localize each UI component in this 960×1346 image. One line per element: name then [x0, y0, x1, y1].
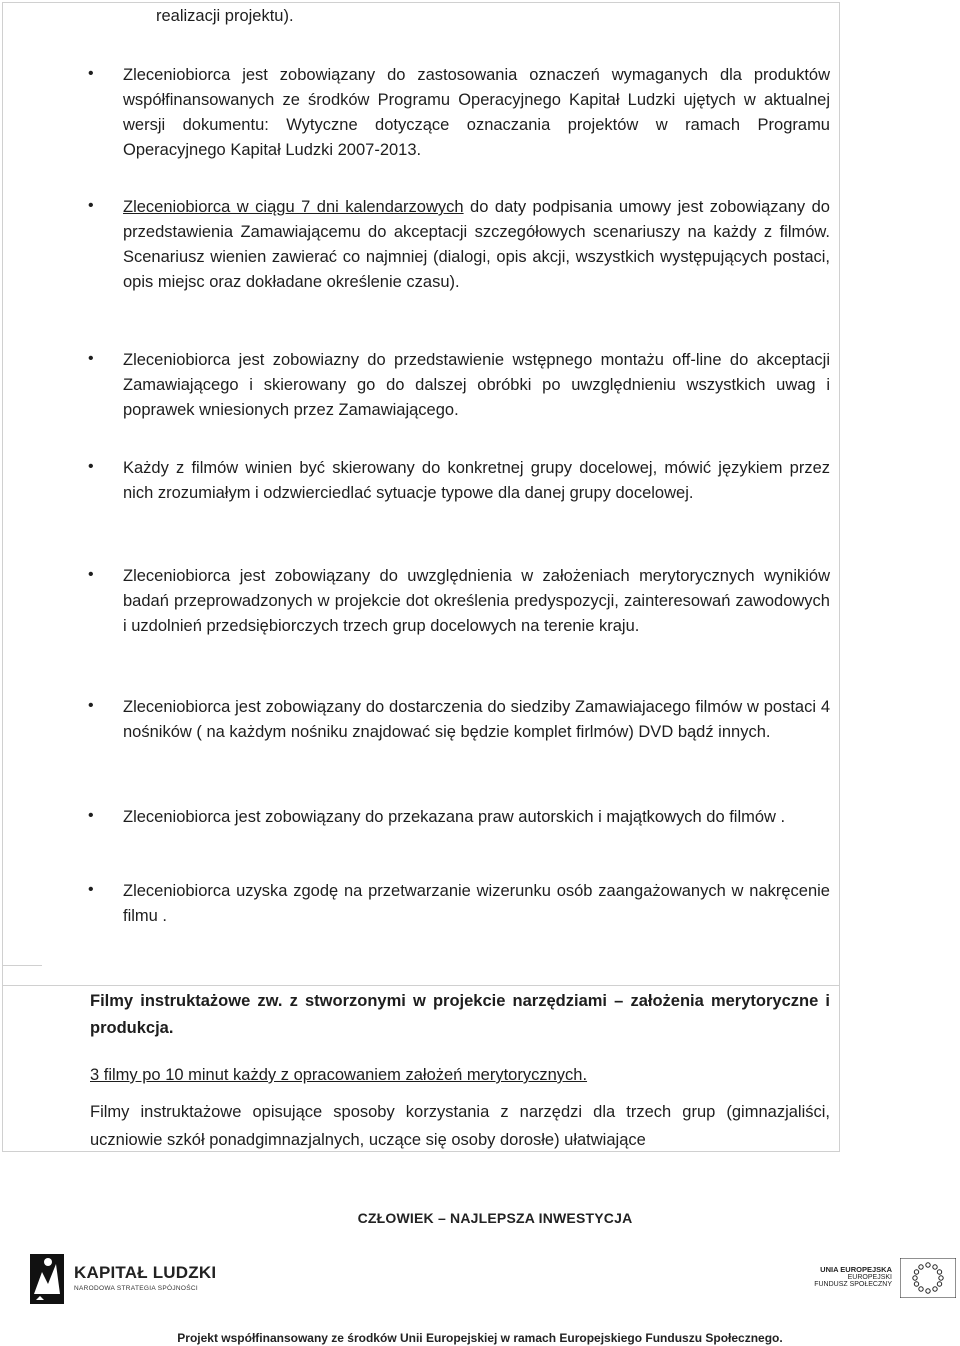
frame-divider-stub: [2, 965, 42, 966]
bullet-marker: •: [88, 881, 94, 898]
bullet-paragraph: Zleceniobiorca uzyska zgodę na przetwarzanie wizerunku osób zaangażowanych w nakręcenie filmu .: [123, 882, 830, 925]
bullet-marker: •: [88, 197, 94, 214]
section-paragraph: Filmy instruktażowe opisujące sposoby korzystania z narzędzi dla trzech grup (gimnazjaliści, uczniowie szkół ponadgimnazjalnych, uczące się osoby dorosłe) ułatwiające: [90, 1103, 830, 1149]
bullet-marker: •: [88, 350, 94, 367]
footer-project-note: Projekt współfinansowany ze środków Unii Europejskiej w ramach Europejskiego Funduszu Społecznego.: [177, 1331, 783, 1345]
underlined-phrase: Zleceniobiorca w ciągu 7 dni kalendarzowych: [123, 198, 464, 216]
frame-divider: [2, 985, 840, 986]
bullet-paragraph: [123, 195, 830, 295]
eu-fund-line2: FUNDUSZ SPOŁECZNY: [814, 1281, 892, 1288]
bullet-paragraph: Zleceniobiorca jest zobowiązany do zastosowania oznaczeń wymaganych dla produktów współfinansowanych ze środków Programu Operacyjnego Kapitał Ludzki ujętych w aktualnej wersji dokumentu: Wytyczne dotyczące oznaczania projektów w ramach Programu Operacyjnego Kapitał Ludzki 2007-2013.: [123, 66, 830, 159]
eu-logo: [814, 1258, 956, 1308]
eu-fund-line1: EUROPEJSKI: [847, 1274, 892, 1281]
section-subheading: 3 filmy po 10 minut każdy z opracowaniem założeń merytorycznych.: [90, 1066, 588, 1084]
bullet-marker: •: [88, 697, 94, 714]
bullet-marker: •: [88, 458, 94, 475]
eu-flag-icon: [900, 1258, 956, 1298]
section-heading: Filmy instruktażowe zw. z stworzonymi w projekcie narzędziami – założenia merytoryczne i produkcja.: [90, 992, 830, 1037]
continuation-line: realizacji projektu).: [156, 7, 294, 25]
logo-subtitle: NARODOWA STRATEGIA SPÓJNOŚCI: [74, 1285, 198, 1292]
bullet-paragraph: Zleceniobiorca jest zobowiązany do dostarczenia do siedziby Zamawiajacego filmów w postaci 4 nośników ( na każdym nośniku znajdować się będzie komplet firlmów) DVD bądź innych.: [123, 698, 830, 741]
eu-logo-text: [814, 1265, 892, 1288]
bullet-paragraph: Każdy z filmów winien być skierowany do konkretnej grupy docelowej, mówić językiem przez nich zrozumiałym i odzwierciedlać sytuacje typowe dla danej grupy docelowej.: [123, 459, 830, 502]
bullet-marker: •: [88, 65, 94, 82]
bullet-paragraph: Zleceniobiorca jest zobowiązany do przekazana praw autorskich i majątkowych do filmów .: [123, 808, 786, 826]
footer-motto: CZŁOWIEK – NAJLEPSZA INWESTYCJA: [357, 1210, 633, 1226]
kapital-ludzki-emblem-icon: [26, 1250, 68, 1308]
logo-title: KAPITAŁ LUDZKI: [74, 1263, 217, 1282]
bullet-marker: •: [88, 566, 94, 583]
bullet-marker: •: [88, 807, 94, 824]
eu-name: UNIA EUROPEJSKA: [820, 1265, 892, 1274]
bullet-paragraph: Zleceniobiorca jest zobowiązany do uwzględnienia w założeniach merytorycznych wynikiów badań przeprowadzonych w projekcie dot określenia predyspozycji, zainteresowań zawodowych i uzdolnień przedsiębiorczych trzech grup docelowych na terenie kraju.: [123, 567, 830, 635]
paragraph-rest: do daty podpisania umowy jest zobowiązany do przedstawienia Zamawiającemu do akceptacji szczegółowych scenariuszy na każdy z filmów. Scenariusz wienien zawierać co najmniej (dialogi, opis akcji, wszystkich występujących postaci, opis miejsc oraz dokładane określenie czasu).: [123, 198, 830, 291]
kapital-ludzki-logo: [26, 1250, 216, 1308]
bullet-paragraph: Zleceniobiorca jest zobowiazny do przedstawienie wstępnego montażu off-line do akceptacji Zamawiającego i skierowany go do dalszej obróbki po uwzględnieniu wszystkich uwag i poprawek wniesionych przez Zamawiającego.: [123, 351, 830, 419]
